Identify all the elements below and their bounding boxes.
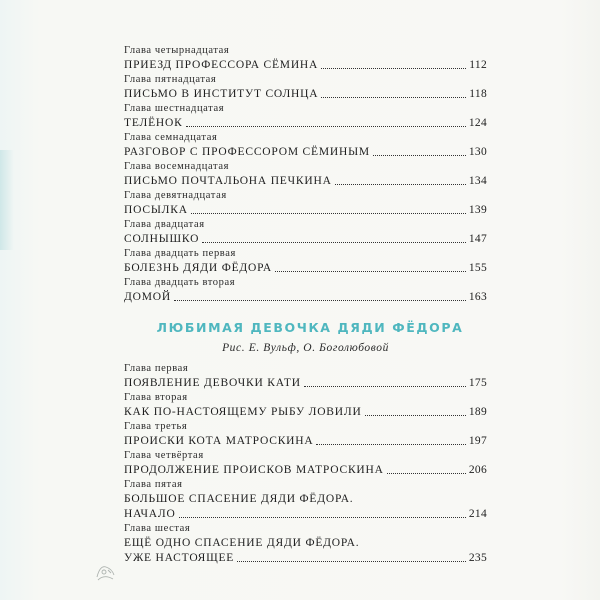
toc-part-2 bbox=[124, 362, 487, 566]
chapter-label: Глава восемнадцатая bbox=[124, 161, 230, 172]
section-title: ЛЮБИМАЯ ДЕВОЧКА ДЯДИ ФЁДОРА bbox=[156, 320, 464, 335]
chapter-title: ПИСЬМО В ИНСТИТУТ СОЛНЦА bbox=[124, 88, 319, 100]
toc-entry bbox=[124, 362, 487, 391]
chapter-title: НАЧАЛО bbox=[124, 508, 176, 520]
page-number: 124 bbox=[468, 117, 487, 129]
chapter-title: ТЕЛЁНОК bbox=[124, 117, 183, 129]
dot-leader bbox=[316, 443, 465, 445]
toc-entry bbox=[124, 522, 487, 566]
chapter-title: ПОЯВЛЕНИЕ ДЕВОЧКИ КАТИ bbox=[124, 377, 301, 389]
page-number: 163 bbox=[468, 291, 487, 303]
chapter-title: ПРОИСКИ КОТА МАТРОСКИНА bbox=[124, 435, 314, 447]
chapter-label: Глава четвёртая bbox=[124, 450, 204, 461]
chapter-label: Глава первая bbox=[124, 363, 189, 374]
chapter-label: Глава третья bbox=[124, 421, 188, 432]
toc-line[interactable] bbox=[124, 203, 487, 218]
toc-entry bbox=[124, 73, 487, 102]
chapter-label: Глава пятнадцатая bbox=[124, 74, 217, 85]
toc-entry bbox=[124, 449, 487, 478]
page-number: 130 bbox=[468, 146, 487, 158]
illustrators-credit: Рис. Е. Вульф, О. Боголюбовой bbox=[222, 342, 389, 354]
page-number: 214 bbox=[468, 508, 487, 520]
toc-entry bbox=[124, 247, 487, 276]
toc-entry bbox=[124, 160, 487, 189]
toc-line[interactable] bbox=[124, 405, 487, 420]
dot-leader bbox=[304, 385, 466, 387]
dot-leader bbox=[387, 472, 466, 474]
dot-leader bbox=[237, 560, 466, 562]
toc-line[interactable] bbox=[124, 174, 487, 189]
page-number: 112 bbox=[469, 59, 487, 71]
toc-line[interactable] bbox=[124, 376, 487, 391]
chapter-label: Глава девятнадцатая bbox=[124, 190, 227, 201]
dot-leader bbox=[321, 96, 466, 98]
page-number: 134 bbox=[468, 175, 487, 187]
toc-line[interactable] bbox=[124, 58, 487, 73]
chapter-title: КАК ПО-НАСТОЯЩЕМУ РЫБУ ЛОВИЛИ bbox=[124, 406, 362, 418]
toc-line[interactable] bbox=[124, 232, 487, 247]
chapter-label: Глава четырнадцатая bbox=[124, 45, 230, 56]
page-number: 189 bbox=[468, 406, 487, 418]
toc-part-1 bbox=[124, 44, 487, 305]
toc-line[interactable] bbox=[124, 551, 487, 566]
toc-line[interactable] bbox=[124, 463, 487, 478]
chapter-title: ПИСЬМО ПОЧТАЛЬОНА ПЕЧКИНА bbox=[124, 175, 332, 187]
page-number: 175 bbox=[468, 377, 487, 389]
page-edge-shadow bbox=[0, 150, 14, 250]
chapter-title: РАЗГОВОР С ПРОФЕССОРОМ СЁМИНЫМ bbox=[124, 146, 370, 158]
page-number: 197 bbox=[468, 435, 487, 447]
dot-leader bbox=[321, 67, 466, 69]
library-stamp-icon bbox=[94, 561, 118, 583]
chapter-label: Глава шестнадцатая bbox=[124, 103, 225, 114]
dot-leader bbox=[275, 270, 466, 272]
chapter-title: УЖЕ НАСТОЯЩЕЕ bbox=[124, 552, 235, 564]
toc-entry bbox=[124, 391, 487, 420]
chapter-title: ДОМОЙ bbox=[124, 291, 171, 303]
toc-line[interactable] bbox=[124, 87, 487, 102]
chapter-title: ПРИЕЗД ПРОФЕССОРА СЁМИНА bbox=[124, 59, 319, 71]
dot-leader bbox=[186, 125, 466, 127]
chapter-title: ЕЩЁ ОДНО СПАСЕНИЕ ДЯДИ ФЁДОРА. bbox=[124, 537, 360, 549]
toc-entry bbox=[124, 218, 487, 247]
toc-entry bbox=[124, 478, 487, 522]
page-number: 235 bbox=[468, 552, 487, 564]
dot-leader bbox=[179, 516, 466, 518]
chapter-label: Глава семнадцатая bbox=[124, 132, 218, 143]
chapter-label: Глава двадцать вторая bbox=[124, 277, 236, 288]
toc-line[interactable] bbox=[124, 492, 487, 507]
toc-line[interactable] bbox=[124, 261, 487, 276]
toc-line[interactable] bbox=[124, 116, 487, 131]
chapter-label: Глава пятая bbox=[124, 479, 183, 490]
toc-line[interactable] bbox=[124, 536, 487, 551]
page-number: 206 bbox=[468, 464, 487, 476]
page-number: 139 bbox=[468, 204, 487, 216]
dot-leader bbox=[365, 414, 466, 416]
chapter-title: БОЛЕЗНЬ ДЯДИ ФЁДОРА bbox=[124, 262, 272, 274]
chapter-title: ПРОДОЛЖЕНИЕ ПРОИСКОВ МАТРОСКИНА bbox=[124, 464, 384, 476]
toc-line[interactable] bbox=[124, 434, 487, 449]
toc-line[interactable] bbox=[124, 507, 487, 522]
page-number: 147 bbox=[468, 233, 487, 245]
toc-line[interactable] bbox=[124, 290, 487, 305]
chapter-label: Глава двадцатая bbox=[124, 219, 205, 230]
chapter-title: СОЛНЫШКО bbox=[124, 233, 200, 245]
page-number: 155 bbox=[468, 262, 487, 274]
toc-entry bbox=[124, 189, 487, 218]
toc-entry bbox=[124, 420, 487, 449]
toc-entry bbox=[124, 131, 487, 160]
chapter-label: Глава шестая bbox=[124, 523, 191, 534]
dot-leader bbox=[335, 183, 466, 185]
dot-leader bbox=[202, 241, 466, 243]
chapter-label: Глава вторая bbox=[124, 392, 188, 403]
dot-leader bbox=[191, 212, 466, 214]
page-number: 118 bbox=[469, 88, 487, 100]
toc-entry bbox=[124, 44, 487, 73]
chapter-title: БОЛЬШОЕ СПАСЕНИЕ ДЯДИ ФЁДОРА. bbox=[124, 493, 354, 505]
toc-entry bbox=[124, 102, 487, 131]
toc-line[interactable] bbox=[124, 145, 487, 160]
dot-leader bbox=[373, 154, 466, 156]
toc-entry bbox=[124, 276, 487, 305]
dot-leader bbox=[174, 299, 466, 301]
chapter-label: Глава двадцать первая bbox=[124, 248, 236, 259]
chapter-title: ПОСЫЛКА bbox=[124, 204, 188, 216]
